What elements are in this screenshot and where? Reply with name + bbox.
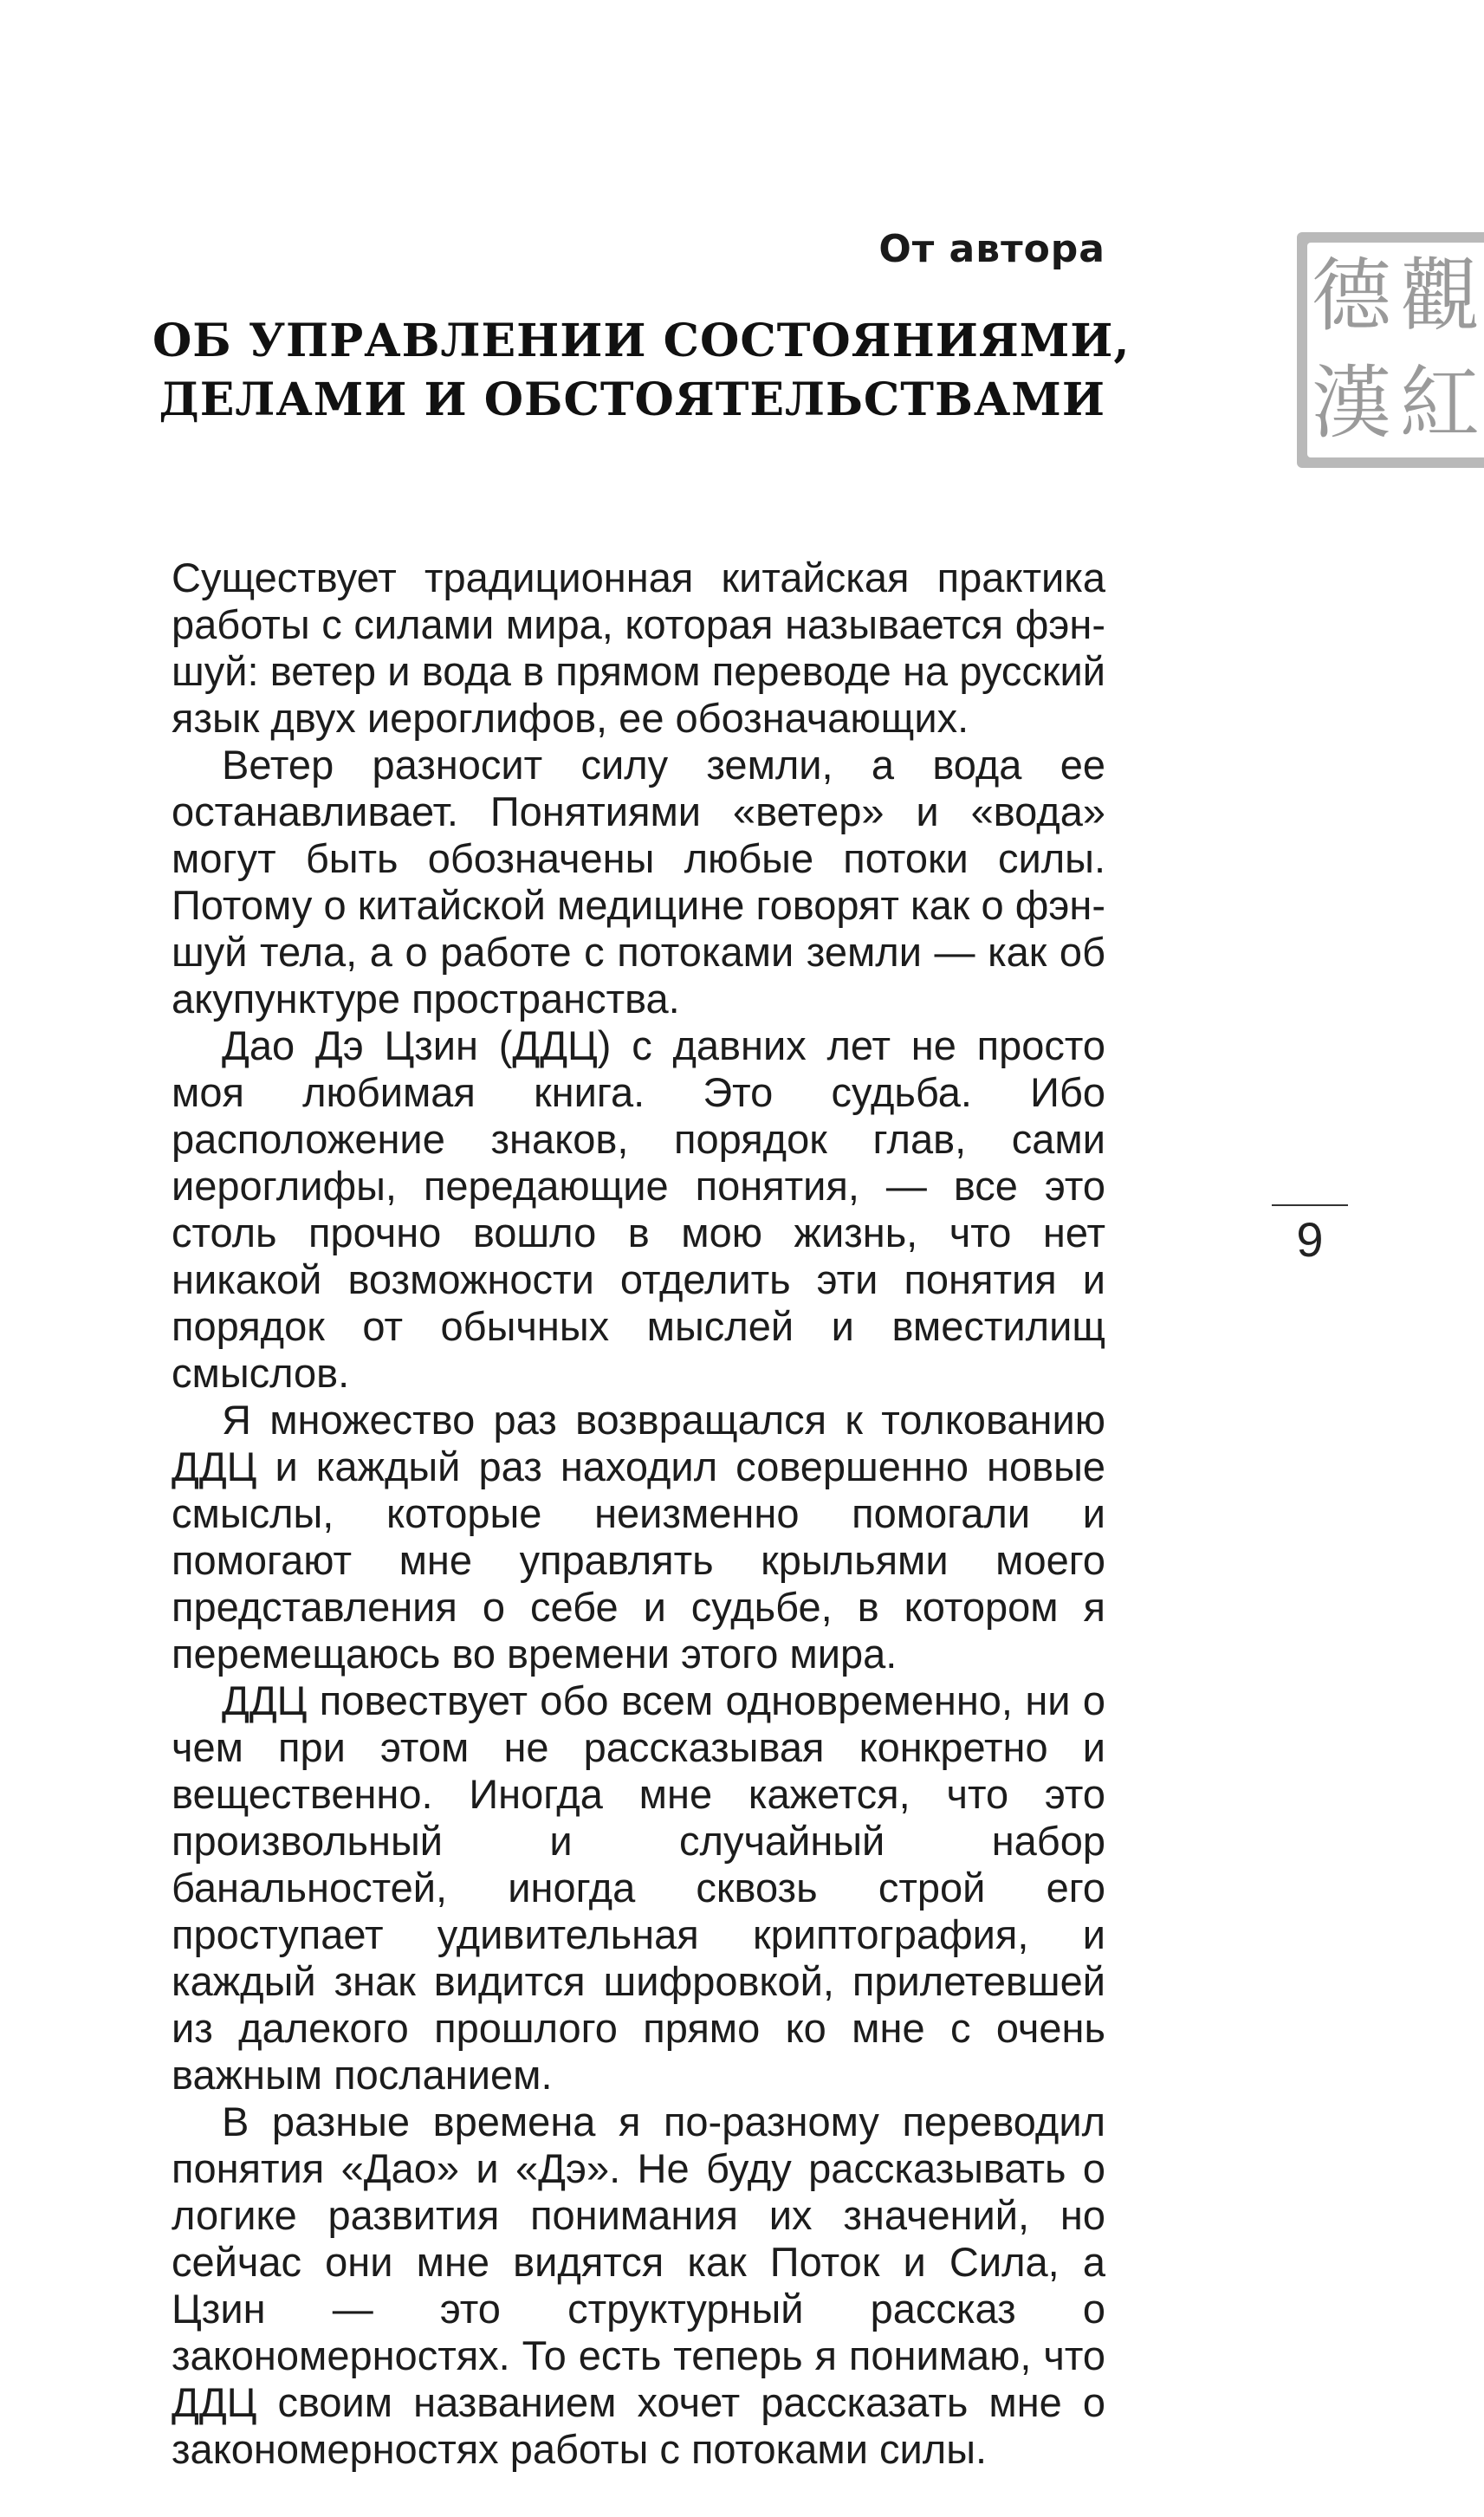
- paragraph: В разные времена я по-разному переводил понятия «Дао» и «Дэ». Не буду рассказывать о логике развития понимания их значений, но сейчас они мне видятся как Поток и Сила, а Цзин — это структурный рассказ о закономерностях. То есть теперь я понимаю, что ДДЦ своим названием хочет рассказать мне о закономерностях работы с потоками силы.: [172, 2099, 1105, 2472]
- section-label: От автора: [878, 227, 1105, 271]
- chinese-seal-stamp: [1297, 232, 1484, 468]
- seal-glyph: 紅: [1399, 357, 1480, 450]
- page-number: 9: [1296, 1212, 1324, 1267]
- paragraph: Существует традиционная китайская практика работы с силами мира, которая называется фэн-шуй: ветер и вода в прямом переводе на русский язык двух иероглифов, ее обозначающих.: [172, 555, 1105, 741]
- paragraph: ДДЦ повествует обо всем одновременно, ни о чем при этом не рассказывая конкретно и вещественно. Иногда мне кажется, что это произвольный и случайный набор банальностей, иногда сквозь строй его проступает удивительная криптография, и каждый знак видится шифровкой, прилетевшей из далекого прошлого прямо ко мне с очень важным посланием.: [172, 1677, 1105, 2098]
- paragraph: Я множество раз возвращался к толкованию ДДЦ и каждый раз находил совершенно новые смыслы, которые неизменно помогали и помогают мне управлять крыльями моего представления о себе и судьбе, в котором я перемещаюсь во времени этого мира.: [172, 1397, 1105, 1677]
- seal-glyph: 觀: [1399, 250, 1480, 342]
- page-number-rule: [1272, 1204, 1348, 1206]
- chapter-title-line-2: ДЕЛАМИ И ОБСТОЯТЕЛЬСТВАМИ: [159, 373, 1105, 426]
- paragraph: Ветер разносит силу земли, а вода ее останавливает. Понятиями «ветер» и «вода» могут быть обозначены любые потоки силы. Потому о китайской медицине говорят как о фэн-шуй тела, а о работе с потоками земли — как об акупунктуре пространства.: [172, 742, 1105, 1022]
- chapter-title-line-1: ОБ УПРАВЛЕНИИ СОСТОЯНИЯМИ,: [152, 315, 1131, 367]
- seal-glyph: 德: [1311, 250, 1391, 342]
- seal-frame: [1307, 243, 1484, 457]
- body-text: [172, 555, 1105, 2473]
- paragraph: Дао Дэ Цзин (ДДЦ) с давних лет не просто моя любимая книга. Это судьба. Ибо расположение знаков, порядок глав, сами иероглифы, передающие понятия, — все это столь прочно вошло в мою жизнь, что нет никакой возможности отделить эти понятия и порядок от обычных мыслей и вместилищ смыслов.: [172, 1022, 1105, 1396]
- seal-glyph: 漢: [1311, 357, 1391, 450]
- chapter-title: [152, 312, 1131, 430]
